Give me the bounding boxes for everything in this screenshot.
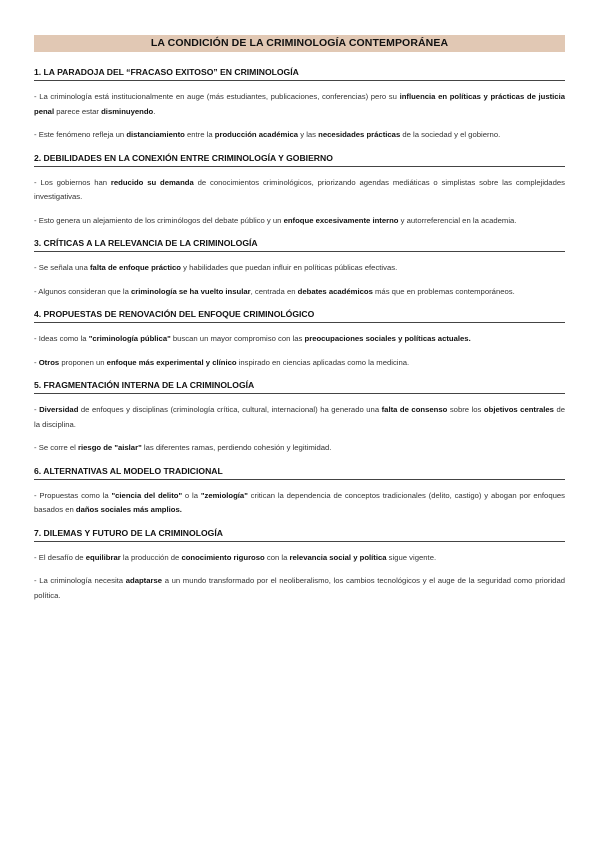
text-run: de la disciplina. [34,405,566,429]
bold-text: criminología se ha vuelto insular [131,286,251,296]
bold-text: reducido su demanda [110,177,194,187]
section-heading: 5. FRAGMENTACIÓN INTERNA DE LA CRIMINOLOGÍA [34,380,565,394]
text-run: - [34,357,39,367]
text-run: - Se corre el [34,443,79,452]
bold-text: riesgo de "aislar" [78,443,142,452]
text-run: critican la dependencia de conceptos tradicionales (delito, castigo) y abogan por enfoques basados en [34,490,565,514]
section-heading: 1. LA PARADOJA DEL “FRACASO EXITOSO” EN CRIMINOLOGÍA [34,67,565,81]
text-run: buscan un mayor compromiso con las [170,334,305,343]
bold-text: distanciamiento [126,130,185,139]
text-run: - Se señala una [34,263,90,272]
text-run: - [34,405,40,414]
text-run: sobre los [447,405,484,414]
sections-container [34,67,565,603]
document-page [34,0,565,603]
bold-text: influencia en políticas y prácticas de justicia penal [34,92,565,116]
bullet-paragraph [34,176,565,205]
bullet-paragraph [34,574,565,603]
text-run: parece estar [54,106,102,116]
bold-text: relevancia social y política [289,552,387,562]
bold-text: debates académicos [297,286,373,296]
bold-text: enfoque más experimental y clínico [106,357,237,367]
section-1 [34,67,565,143]
text-run: entre la [184,130,215,139]
text-run: - Algunos consideran que la [34,286,132,296]
section-heading: 3. CRÍTICAS A LA RELEVANCIA DE LA CRIMINOLOGÍA [34,238,565,252]
text-run: - La criminología necesita [34,576,126,585]
bold-text: conocimiento riguroso [181,552,265,562]
section-heading: 2. DEBILIDADES EN LA CONEXIÓN ENTRE CRIMINOLOGÍA Y GOBIERNO [34,153,565,167]
text-run: - El desafío de [34,552,86,562]
bold-text: daños sociales más amplios. [75,505,182,514]
text-run: o la [182,490,201,500]
section-7 [34,528,565,604]
text-run: - Esto genera un alejamiento de los criminólogos del debate público y un [34,215,284,225]
section-2 [34,153,565,229]
bullet-paragraph [34,441,565,456]
bullet-paragraph [34,90,565,119]
bold-text: objetivos centrales [483,405,554,414]
text-run: . [153,106,156,116]
section-heading: 7. DILEMAS Y FUTURO DE LA CRIMINOLOGÍA [34,528,565,542]
text-run: a un mundo transformado por el neoliberalismo, los cambios tecnológicos y el auge de la seguridad como prioridad política. [34,576,566,600]
bullet-paragraph [34,489,565,518]
section-heading: 4. PROPUESTAS DE RENOVACIÓN DEL ENFOQUE CRIMINOLÓGICO [34,309,565,323]
text-run: de conocimientos criminológicos, priorizando agendas mediáticas o simplistas sobre las complejidades investigativas. [34,177,565,201]
bullet-paragraph [34,551,565,566]
bold-text: "ciencia del delito" [111,490,183,500]
bold-text: disminuyendo [101,106,154,116]
text-run: la producción de [120,552,182,562]
text-run: proponen un [59,357,107,367]
bold-text: enfoque excesivamente interno [283,215,399,225]
bold-text: "criminología pública" [88,334,171,343]
text-run: - Ideas como la [34,334,89,343]
bullet-paragraph [34,332,565,347]
text-run: más que en problemas contemporáneos. [372,286,515,296]
text-run: y habilidades que puedan influir en políticas públicas efectivas. [181,263,398,272]
text-run: , centrada en [250,286,298,296]
bold-text: adaptarse [125,576,163,585]
bold-text: falta de consenso [381,405,448,414]
text-run: - Propuestas como la [34,490,112,500]
section-heading: 6. ALTERNATIVAS AL MODELO TRADICIONAL [34,466,565,480]
text-run: sigue vigente. [386,552,437,562]
text-run: inspirado en ciencias aplicadas como la medicina. [236,357,410,367]
bullet-paragraph [34,403,565,432]
bold-text: equilibrar [85,552,121,562]
bold-text: Otros [38,357,60,367]
text-run: - La criminología está institucionalmente en auge (más estudiantes, publicaciones, conferencias) pero su [34,92,400,101]
text-run: y las [298,130,319,139]
bullet-paragraph [34,214,565,229]
bold-text: preocupaciones sociales y políticas actuales. [304,334,471,343]
section-6 [34,466,565,518]
document-title: LA CONDICIÓN DE LA CRIMINOLOGÍA CONTEMPORÁNEA [34,35,565,52]
bold-text: producción académica [214,130,299,139]
bullet-paragraph [34,261,565,276]
text-run: de la sociedad y el gobierno. [400,130,501,139]
section-5 [34,380,565,456]
bullet-paragraph [34,128,565,143]
bold-text: falta de enfoque práctico [90,263,181,272]
bold-text: "zemiología" [200,490,248,500]
section-4 [34,309,565,370]
bullet-paragraph [34,285,565,300]
bold-text: necesidades prácticas [318,130,401,139]
bold-text: Diversidad [39,405,79,414]
section-3 [34,238,565,299]
text-run: - Los gobiernos han [34,177,111,187]
text-run: de enfoques y disciplinas (criminología crítica, cultural, internacional) ha generado una [78,405,382,414]
text-run: - Este fenómeno refleja un [34,130,127,139]
bullet-paragraph [34,356,565,371]
text-run: y autorreferencial en la academia. [398,215,517,225]
text-run: las diferentes ramas, perdiendo cohesión y legitimidad. [141,443,332,452]
text-run: con la [264,552,290,562]
